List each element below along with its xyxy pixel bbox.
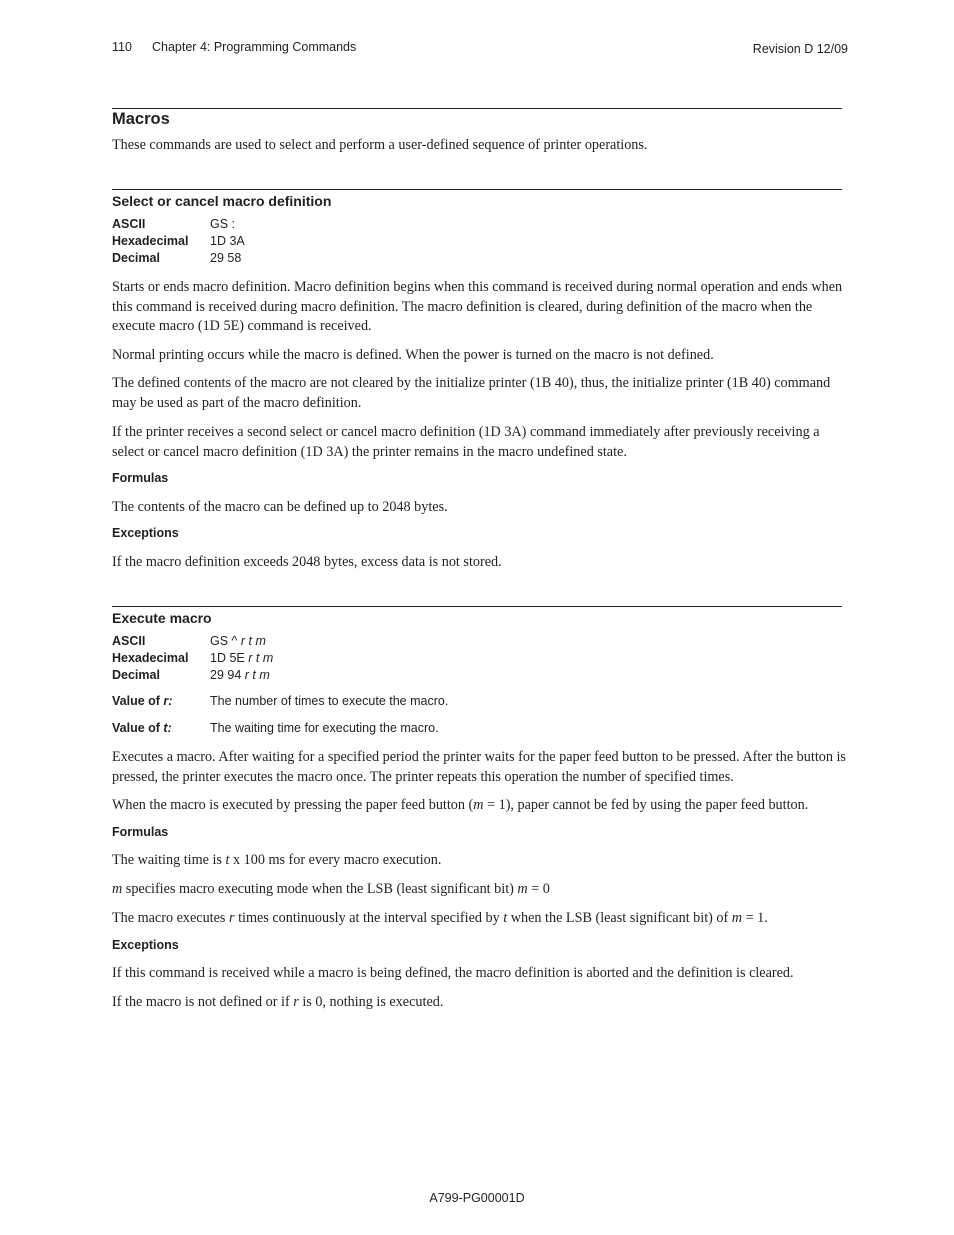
code-row-decimal — [112, 668, 270, 682]
code-label: Decimal — [112, 251, 160, 265]
formulas-heading: Formulas — [112, 471, 169, 485]
value-label: Value of t: — [112, 721, 172, 735]
subsection-title-execute-macro: Execute macro — [112, 610, 212, 626]
section-title-macros: Macros — [112, 110, 170, 128]
code-label: Hexadecimal — [112, 234, 189, 248]
code-row-ascii — [112, 634, 266, 648]
footer-doc-id: A799-PG00001D — [429, 1191, 525, 1205]
formula-text: The waiting time is t x 100 ms for every macro execution. — [112, 852, 442, 868]
select-macro-paragraph: The defined contents of the macro are not cleared by the initialize printer (1B 40), thus, the initialize printer (1B 40) command may be used as part of the macro definition. — [112, 375, 831, 411]
execute-macro-paragraph: When the macro is executed by pressing the paper feed button (m = 1), paper cannot be fed by using the paper feed button. — [112, 797, 809, 813]
code-value: 29 94 — [210, 668, 242, 682]
code-label: Decimal — [112, 668, 160, 682]
chapter-title: Chapter 4: Programming Commands — [152, 40, 357, 54]
value-of-r-row — [112, 694, 448, 708]
value-label: Value of r: — [112, 694, 173, 708]
exceptions-text: If the macro is not defined or if r is 0, nothing is executed. — [112, 994, 444, 1010]
revision-label: Revision D 12/09 — [752, 42, 848, 56]
code-params: r t m — [244, 668, 270, 682]
code-label: Hexadecimal — [112, 651, 189, 665]
code-params: r t m — [248, 651, 274, 665]
code-value: GS ^ — [210, 634, 238, 648]
code-row-hexadecimal — [112, 234, 245, 248]
formula-text: The macro executes r times continuously at the interval specified by t when the LSB (least significant bit) of m = 1. — [112, 910, 768, 926]
exceptions-text: If this command is received while a macro is being defined, the macro definition is aborted and the definition is cleared. — [112, 965, 794, 981]
section-divider — [112, 606, 842, 607]
select-macro-paragraph: Starts or ends macro definition. Macro definition begins when this command is received during normal operation and ends when this command is received during macro definition. The macro definition is cleared, during definition of the macro when the execute macro (1D 5E) command is received. — [112, 279, 843, 334]
code-value: 1D 3A — [210, 234, 245, 248]
code-value: GS : — [210, 217, 236, 231]
execute-macro-paragraph: Executes a macro. After waiting for a specified period the printer waits for the paper feed button to be pressed. After the button is pressed, the printer executes the macro once. The printer repeats this operation the number of specified times. — [112, 749, 846, 785]
code-params: r t m — [240, 634, 266, 648]
page-number: 110 — [112, 40, 132, 54]
code-label: ASCII — [112, 217, 146, 231]
formulas-text: The contents of the macro can be defined up to 2048 bytes. — [112, 499, 448, 515]
code-row-ascii — [112, 217, 235, 231]
code-label: ASCII — [112, 634, 146, 648]
code-row-decimal — [112, 251, 241, 265]
value-description: The number of times to execute the macro. — [210, 694, 449, 708]
exceptions-heading: Exceptions — [112, 938, 179, 952]
formulas-heading: Formulas — [112, 825, 169, 839]
select-macro-paragraph: Normal printing occurs while the macro is defined. When the power is turned on the macro is not defined. — [112, 347, 714, 363]
subsection-title-select-macro: Select or cancel macro definition — [112, 193, 332, 209]
value-of-t-row — [112, 721, 439, 735]
select-macro-paragraph: If the printer receives a second select or cancel macro definition (1D 3A) command immediately after previously receiving a select or cancel macro definition (1D 3A) the printer remains in the macro undefined state. — [112, 424, 820, 460]
value-description: The waiting time for executing the macro. — [210, 721, 439, 735]
code-value: 29 58 — [210, 251, 242, 265]
formula-text: m specifies macro executing mode when the LSB (least significant bit) m = 0 — [112, 881, 550, 897]
exceptions-text: If the macro definition exceeds 2048 bytes, excess data is not stored. — [112, 554, 502, 570]
exceptions-heading: Exceptions — [112, 526, 179, 540]
section-divider — [112, 189, 842, 190]
section-divider — [112, 108, 842, 109]
code-value: 1D 5E — [210, 651, 245, 665]
macros-intro: These commands are used to select and perform a user-defined sequence of printer operations. — [112, 137, 648, 153]
code-row-hexadecimal — [112, 651, 273, 665]
